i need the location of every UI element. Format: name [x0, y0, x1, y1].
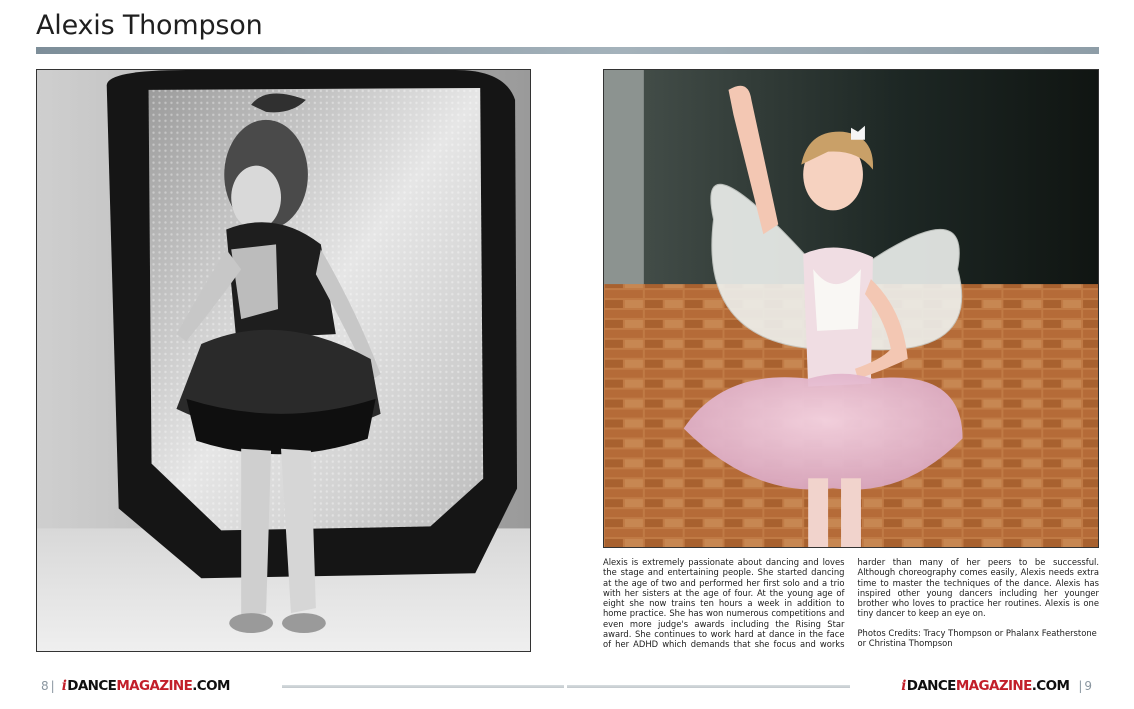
color-fairy-dancer-image: [604, 70, 1098, 547]
brand-dance: DANCE: [67, 678, 117, 694]
brand-magazine: MAGAZINE: [116, 678, 193, 694]
brand-logo-left[interactable]: [62, 678, 230, 694]
bw-dancer-image: [37, 70, 530, 651]
article-body: [603, 557, 1099, 652]
right-photo: [603, 69, 1099, 548]
right-page-separator: |: [1078, 679, 1083, 693]
footer-right: [901, 677, 1092, 695]
footer-divider-gap: [564, 684, 567, 689]
article-paragraph: Alexis is extremely passionate about dancing and loves the stage and entertaining people. She started dancing at the age of two and performed her first solo and a trio with her sisters at the age of four. At the young age of eight she now trains ten hours a week in addition to home practice. She has won numerous competitions and even more judge's awards including the Rising Star award. She continues to work hard at dance in the face of her ADHD which demands that she focus and works harder than many of her peers to be successful. Although choreography comes easily, Alexis needs extra time to master the techniques of the dance. Alexis has inspired other young dancers including her younger brother who loves to practice her routines. Alexis is one tiny dancer to keep an eye on.: [603, 557, 1099, 650]
brand-i: i: [901, 678, 906, 694]
title-divider: [36, 47, 1099, 54]
footer-left: [41, 677, 230, 695]
brand-dance: DANCE: [906, 678, 956, 694]
brand-com: .COM: [192, 678, 230, 694]
brand-logo-right[interactable]: [901, 678, 1069, 694]
right-page-number: 9: [1084, 679, 1092, 693]
brand-magazine: MAGAZINE: [955, 678, 1032, 694]
photo-credits: Photos Credits: Tracy Thompson or Phalanx Featherstone or Christina Thompson: [857, 627, 1097, 649]
brand-i: i: [61, 678, 67, 694]
left-page-number: 8: [41, 679, 49, 693]
left-photo: [36, 69, 531, 652]
left-page-separator: |: [50, 679, 55, 693]
brand-com: .COM: [1031, 678, 1070, 694]
page-title: Alexis Thompson: [36, 10, 263, 41]
